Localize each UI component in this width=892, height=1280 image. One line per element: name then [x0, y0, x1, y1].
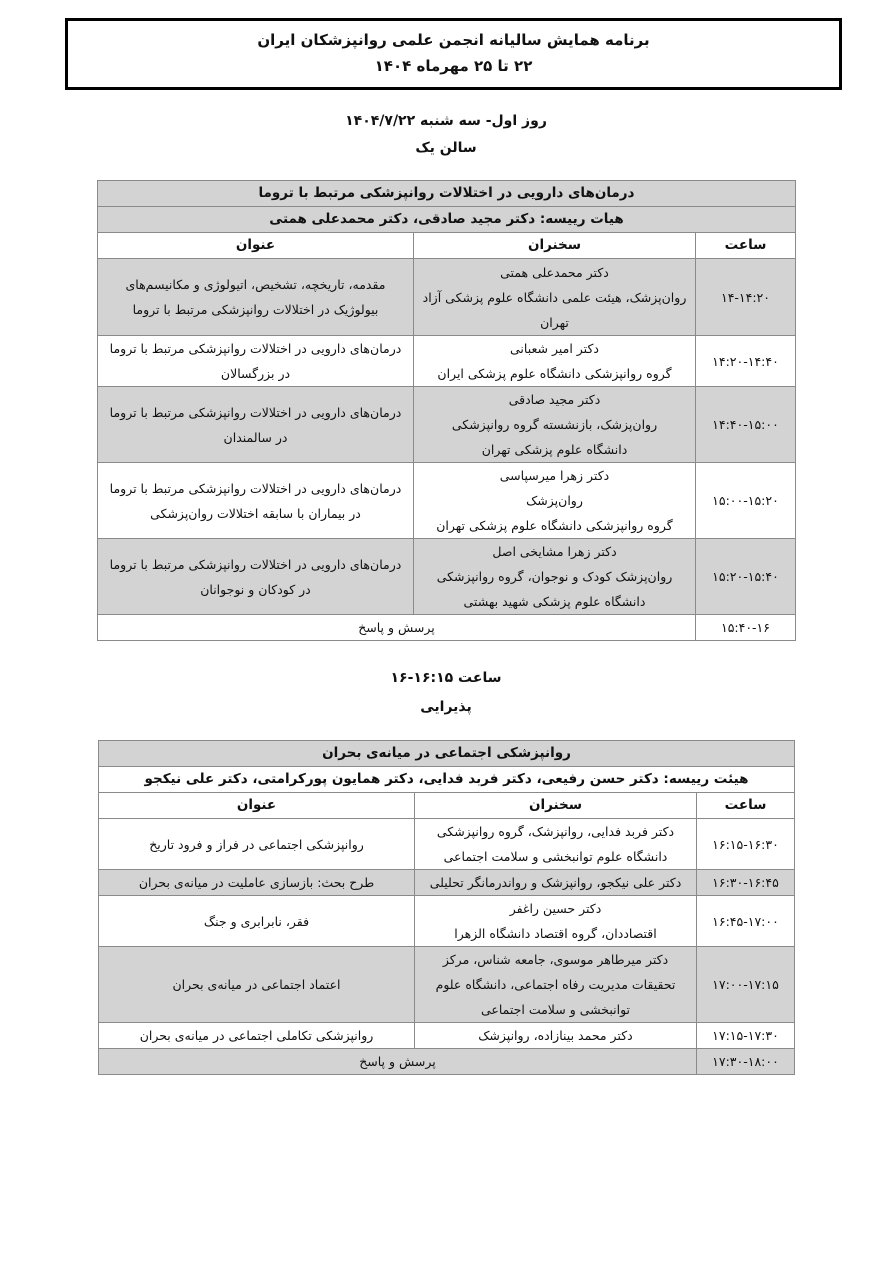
topic-line: درمان‌های دارویی در اختلالات روانپزشکی مرتبط با تروما [109, 404, 402, 420]
break-time: ساعت ۱۶:۱۵-۱۶ [390, 670, 502, 686]
session2-chairs: هیئت رییسه: دکتر حسن رفیعی، دکتر فربد فدایی، دکتر همایون پورکرامتی، دکتر علی نیکجو [99, 767, 795, 793]
row-topic [98, 463, 414, 539]
topic-line: اعتماد اجتماعی در میانه‌ی بحران [172, 977, 341, 992]
speaker-line: دکتر علی نیکجو، روانپزشک و رواندرمانگر تحلیلی [429, 875, 682, 890]
table-row [98, 539, 796, 615]
topic-line: روانپزشکی تکاملی اجتماعی در میانه‌ی بحران [139, 1028, 374, 1043]
speaker-line: تحقیقات مدیریت رفاه اجتماعی، دانشگاه علوم [435, 977, 676, 992]
column-header-time: ساعت [696, 233, 796, 259]
speaker-line: دانشگاه علوم توانبخشی و سلامت اجتماعی [443, 849, 668, 864]
session2-rows [99, 819, 795, 1049]
table-row [99, 1023, 795, 1049]
speaker-line: دکتر زهرا مشایخی اصل [492, 544, 617, 559]
break-label: پذیرایی [420, 699, 472, 715]
row-time: ۱۶:۱۵-۱۶:۳۰ [697, 819, 795, 870]
column-header-time: ساعت [697, 793, 795, 819]
topic-line: در سالمندان [223, 429, 288, 445]
speaker-line: دانشگاه علوم پزشکی شهید بهشتی [463, 594, 646, 609]
row-time: ۱۴-۱۴:۲۰ [696, 259, 796, 336]
session1-table [97, 180, 796, 641]
topic-line: در بیماران با سابقه اختلالات روان‌پزشکی [150, 505, 361, 521]
speaker-line: روان‌پزشک، هیئت علمی دانشگاه علوم پزشکی آزاد [422, 289, 687, 305]
program-title: برنامه همایش سالیانه انجمن علمی روانپزشکان ایران [257, 31, 650, 49]
topic-line: در بزرگسالان [220, 366, 291, 381]
row-speaker [415, 870, 697, 896]
speaker-line: روان‌پزشک کودک و نوجوان، گروه روانپزشکی [436, 569, 673, 584]
speaker-line: دانشگاه علوم پزشکی تهران [481, 442, 628, 457]
row-time: ۱۴:۴۰-۱۵:۰۰ [696, 387, 796, 463]
row-topic [99, 947, 415, 1023]
speaker-line: دکتر میرطاهر موسوی، جامعه شناس، مرکز [442, 952, 669, 967]
table-row [98, 259, 796, 336]
row-speaker [414, 259, 696, 336]
speaker-line: تهران [540, 314, 569, 330]
topic-line: فقر، نابرابری و جنگ [203, 913, 310, 929]
row-speaker [415, 819, 697, 870]
session1-chairs: هیات رییسه: دکتر مجید صادقی، دکتر محمدعلی همتی [98, 207, 796, 233]
speaker-line: روان‌پزشک، بازنشسته گروه روانپزشکی [451, 417, 658, 432]
speaker-line: دکتر محمد بینازاده، روانپزشک [478, 1028, 633, 1043]
table-row [99, 947, 795, 1023]
topic-line: در کودکان و نوجوانان [200, 581, 311, 597]
session2-table [98, 740, 795, 1075]
row-time: ۱۷:۰۰-۱۷:۱۵ [697, 947, 795, 1023]
row-time: ۱۵:۰۰-۱۵:۲۰ [696, 463, 796, 539]
row-speaker [414, 463, 696, 539]
row-topic [99, 870, 415, 896]
program-header [65, 18, 842, 90]
topic-line: مقدمه، تاریخچه، تشخیص، اتیولوژی و مکانیسم‌های [125, 277, 386, 292]
session1-rows [98, 259, 796, 615]
row-topic [98, 387, 414, 463]
topic-line: طرح بحث: بازسازی عاملیت در میانه‌ی بحران [138, 875, 375, 890]
hall-label: سالن یک [415, 140, 477, 156]
row-time: ۱۶:۴۵-۱۷:۰۰ [697, 896, 795, 947]
speaker-line: اقتصاددان، گروه اقتصاد دانشگاه الزهرا [454, 926, 657, 941]
row-speaker [415, 947, 697, 1023]
row-topic [98, 539, 414, 615]
table-row [99, 819, 795, 870]
speaker-line: دکتر امیر شعبانی [510, 341, 599, 356]
topic-line: بیولوژیک در اختلالات روانپزشکی مرتبط با تروما [132, 302, 379, 317]
row-time: ۱۵:۲۰-۱۵:۴۰ [696, 539, 796, 615]
row-speaker [414, 387, 696, 463]
session2-title: روانپزشکی اجتماعی در میانه‌ی بحران [99, 741, 795, 767]
topic-line: درمان‌های دارویی در اختلالات روانپزشکی مرتبط با تروما [109, 341, 402, 356]
row-topic [98, 336, 414, 387]
speaker-line: گروه روانپزشکی دانشگاه علوم پزشکی ایران [437, 366, 672, 381]
row-speaker [415, 1023, 697, 1049]
column-header-topic: عنوان [99, 793, 415, 819]
row-time: ۱۴:۲۰-۱۴:۴۰ [696, 336, 796, 387]
speaker-line: دکتر محمدعلی همتی [500, 264, 609, 280]
topic-line: درمان‌های دارویی در اختلالات روانپزشکی مرتبط با تروما [109, 480, 402, 496]
row-time: ۱۶:۳۰-۱۶:۴۵ [697, 870, 795, 896]
speaker-line: دکتر مجید صادقی [508, 392, 601, 407]
speaker-line: توانبخشی و سلامت اجتماعی [480, 1002, 631, 1017]
row-topic [99, 1023, 415, 1049]
topic-line: درمان‌های دارویی در اختلالات روانپزشکی مرتبط با تروما [109, 556, 402, 572]
table-row [99, 896, 795, 947]
column-header-topic: عنوان [98, 233, 414, 259]
column-header-speakers: سخنران [414, 233, 696, 259]
session2-qa-label: پرسش و پاسخ [99, 1049, 697, 1075]
row-time: ۱۷:۱۵-۱۷:۳۰ [697, 1023, 795, 1049]
row-topic [98, 259, 414, 336]
speaker-line: روان‌پزشک [526, 493, 583, 508]
row-topic [99, 896, 415, 947]
speaker-line: گروه روانپزشکی دانشگاه علوم پزشکی تهران [436, 518, 673, 533]
column-header-speakers: سخنران [415, 793, 697, 819]
row-speaker [414, 336, 696, 387]
row-topic [99, 819, 415, 870]
topic-line: روانپزشکی اجتماعی در فراز و فرود تاریخ [149, 836, 364, 852]
speaker-line: دکتر زهرا میرسپاسی [499, 468, 610, 483]
session2-qa-time: ۱۷:۳۰-۱۸:۰۰ [697, 1049, 795, 1075]
program-dates: ۲۲ تا ۲۵ مهرماه ۱۴۰۴ [374, 57, 533, 75]
table-row [98, 387, 796, 463]
table-row [98, 336, 796, 387]
session1-qa-time: ۱۵:۴۰-۱۶ [696, 615, 796, 641]
speaker-line: دکتر فربد فدایی، روانپزشک، گروه روانپزشکی [436, 824, 675, 839]
row-speaker [414, 539, 696, 615]
speaker-line: دکتر حسین راغفر [509, 901, 602, 916]
table-row [98, 463, 796, 539]
row-speaker [415, 896, 697, 947]
day-label: روز اول- سه شنبه ۱۴۰۴/۷/۲۲ [345, 113, 547, 129]
session1-title: درمان‌های دارویی در اختلالات روانپزشکی مرتبط با تروما [98, 181, 796, 207]
table-row [99, 870, 795, 896]
session1-qa-label: پرسش و پاسخ [98, 615, 696, 641]
